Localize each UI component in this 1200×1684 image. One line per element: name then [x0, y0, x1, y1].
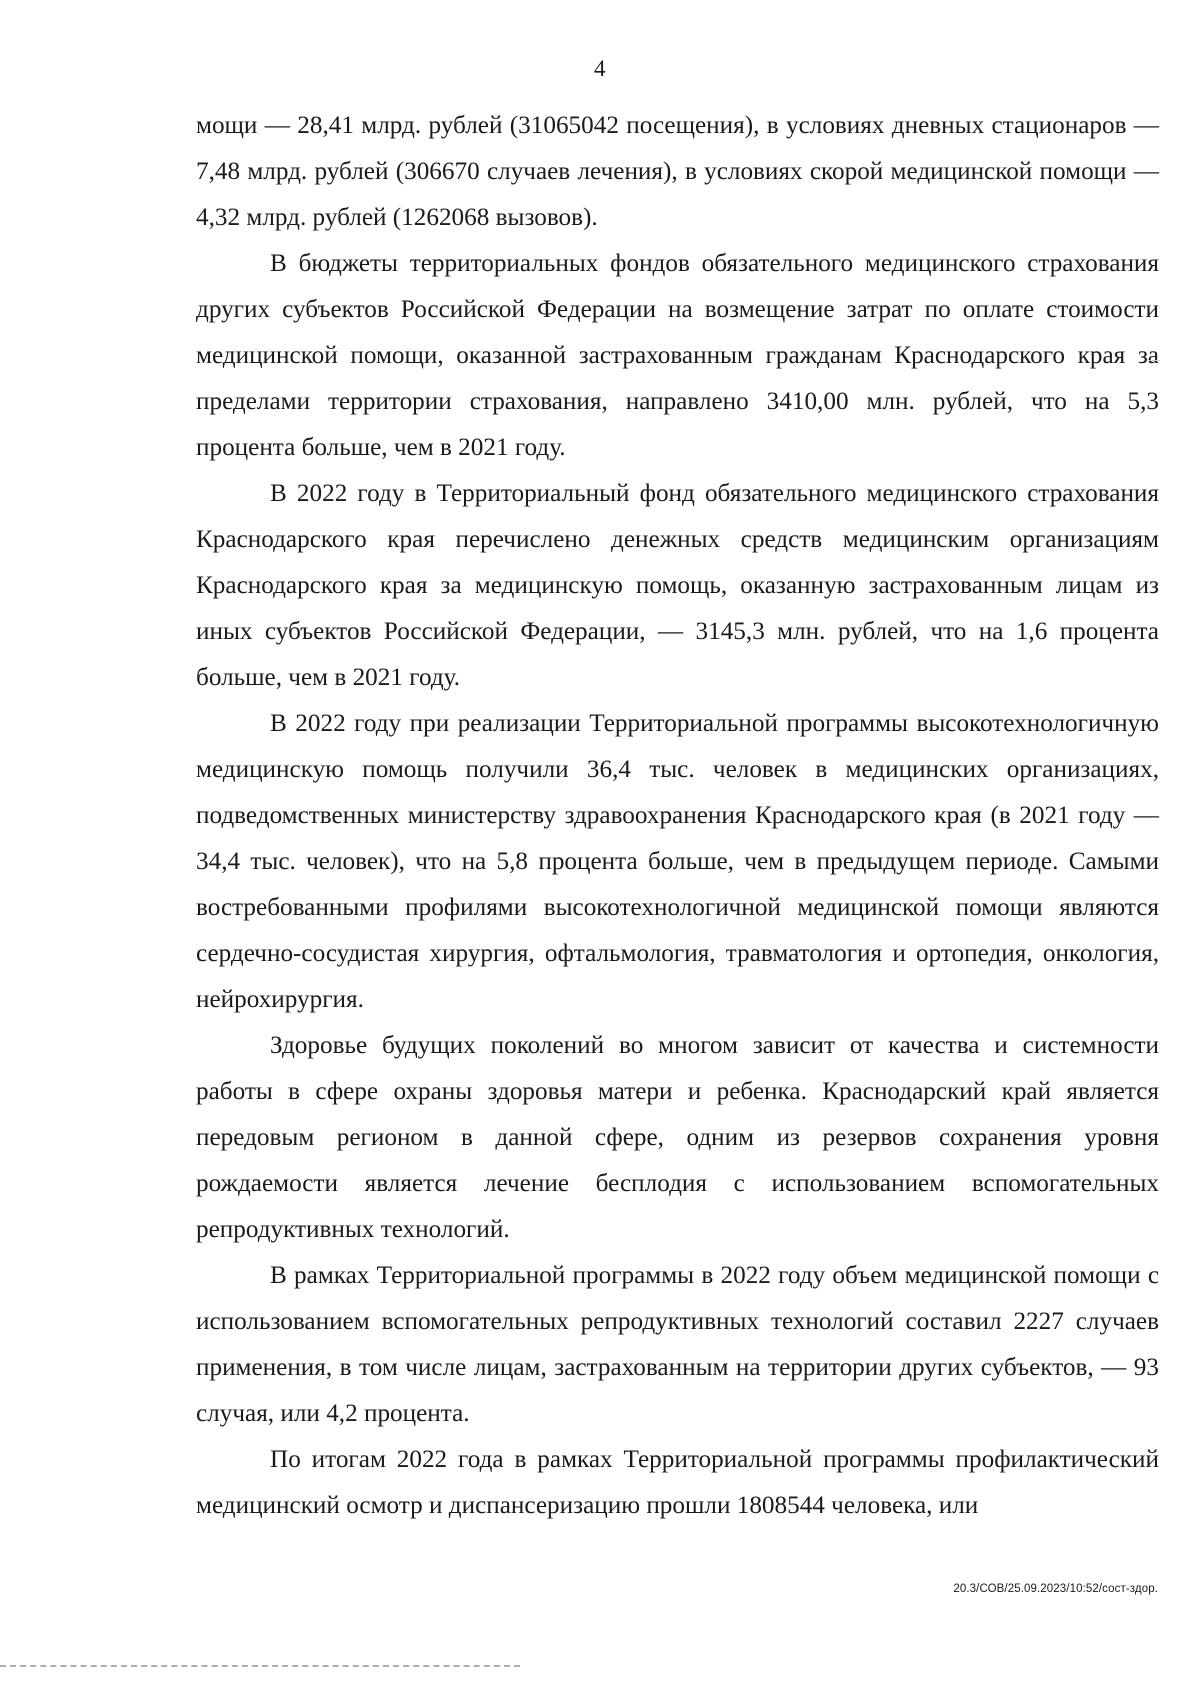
footer-document-code: 20.3/СОВ/25.09.2023/10:52/сост-здор. [953, 1583, 1158, 1595]
page-number: 4 [594, 56, 606, 81]
paragraph-preventive-exams: По итогам 2022 года в рамках Территориальной программы профилактический медицинский осмотр и диспансеризацию прошли 1808544 человека, или [196, 1446, 1159, 1519]
paragraph-continuation: мощи — 28,41 млрд. рублей (31065042 посещения), в условиях дневных стационаров — 7,48 млрд. рублей (306670 случаев лечения), в условиях скорой медицинской помощи — 4,32 млрд. рублей (1262068 вызовов). [196, 112, 1159, 231]
paragraph-reproductive-tech: В рамках Территориальной программы в 2022 году объем медицинской помощи с использованием вспомогательных репродуктивных технологий составил 2227 случаев применения, в том числе лицам, застрахованным на территории других субъектов, — 93 случая, или 4,2 процента. [196, 1262, 1159, 1427]
paragraph-fund-transfers: В 2022 году в Территориальный фонд обязательного медицинского страхования Краснодарского края перечислено денежных средств медицинским организациям Краснодарского края за медицинскую помощь, оказанную застрахованным лицам из иных субъектов Российской Федерации, — 3145,3 млн. рублей, что на 1,6 процента больше, чем в 2021 году. [196, 480, 1159, 691]
paragraph-interregional-payments: В бюджеты территориальных фондов обязательного медицинского страхования других субъектов Российской Федерации на возмещение затрат по оплате стоимости медицинской помощи, оказанной застрахованным гражданам Краснодарского края за пределами территории страхования, направлено 3410,00 млн. рублей, что на 5,3 процента больше, чем в 2021 году. [196, 250, 1159, 461]
margin-mark [1148, 360, 1160, 361]
document-body [196, 103, 1159, 1529]
scan-edge-line [0, 1665, 520, 1667]
paragraph-maternal-health: Здоровье будущих поколений во многом зависит от качества и системности работы в сфере охраны здоровья матери и ребенка. Краснодарский край является передовым регионом в данной сфере, одним из резервов сохранения уровня рождаемости является лечение бесплодия с использованием вспомогательных репродуктивных технологий. [196, 1032, 1159, 1243]
paragraph-high-tech-care: В 2022 году при реализации Территориальной программы высокотехнологичную медицинскую помощь получили 36,4 тыс. человек в медицинских организациях, подведомственных министерству здравоохранения Краснодарского края (в 2021 году — 34,4 тыс. человек), что на 5,8 процента больше, чем в предыдущем периоде. Самыми востребованными профилями высокотехнологичной медицинской помощи являются сердечно-сосудистая хирургия, офтальмология, травматология и ортопедия, онкология, нейрохирургия. [196, 710, 1159, 1013]
